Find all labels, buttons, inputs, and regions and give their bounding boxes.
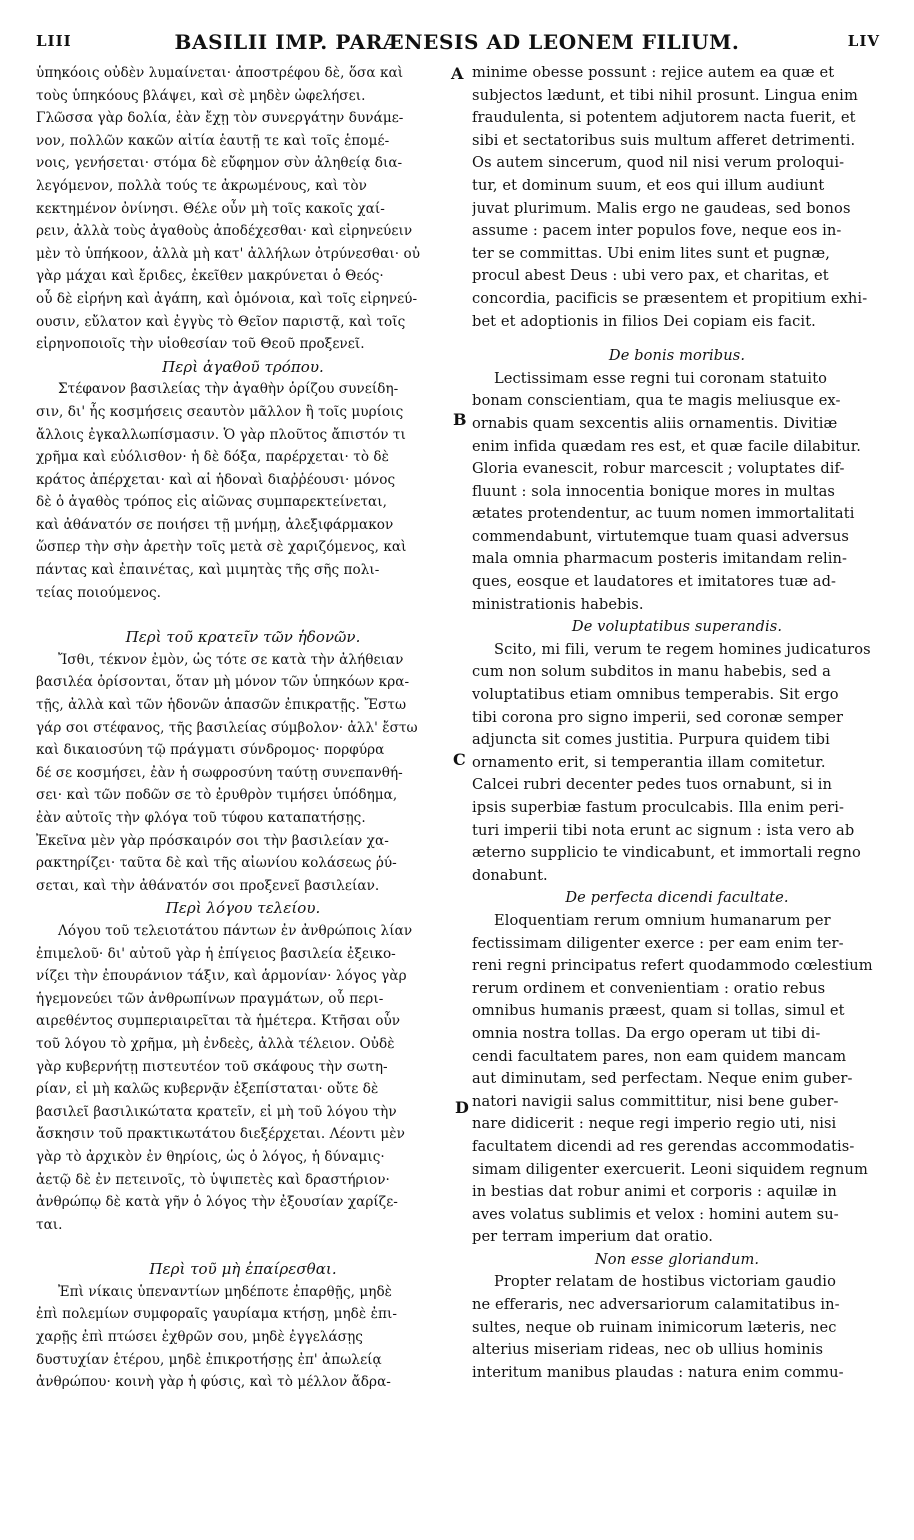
page-header bbox=[30, 30, 884, 60]
margin-marker-b: B bbox=[453, 410, 467, 429]
text-line: concordia, pacificis se præsentem et propitium exhi- bbox=[472, 289, 868, 307]
page-number-right: LIV bbox=[847, 32, 880, 50]
text-line: Στέφανον βασιλείας τὴν ἀγαθὴν ὁρίζου συνείδη- bbox=[58, 381, 399, 398]
section-spacer bbox=[472, 333, 882, 345]
text-line: procul abest Deus : ubi vero pax, et charitas, et bbox=[472, 267, 829, 285]
text-line: χρῆμα καὶ εὐόλισθον· ἡ δὲ δόξα, παρέρχεται· τὸ δὲ bbox=[36, 449, 390, 466]
text-line: ques, eosque et laudatores et imitatores tuæ ad- bbox=[472, 573, 837, 591]
text-line: ἀετῷ δὲ ἐν πετεινοῖς, τὸ ὑψιπετὲς καὶ δραστήριον· bbox=[36, 1171, 390, 1188]
text-line: Γλῶσσα γὰρ δολία, ἐὰν ἔχῃ τὸν συνεργάτην δυνάμε- bbox=[36, 110, 404, 127]
section-heading: De bonis moribus. bbox=[608, 347, 746, 365]
text-line: ται. bbox=[36, 1216, 63, 1233]
section-spacer bbox=[36, 1236, 450, 1258]
section-heading: Περὶ τοῦ κρατεῖν τῶν ἡδονῶν. bbox=[125, 628, 361, 647]
text-line: γὰρ μάχαι καὶ ἔριδες, ἐκεῖθεν μακρύνεται ὁ Θεός· bbox=[36, 268, 384, 285]
text-line: tibi corona pro signo imperii, sed coronæ semper bbox=[472, 708, 844, 726]
text-line: οὗ δὲ εἰρήνη καὶ ἀγάπη, καὶ ὁμόνοια, καὶ τοῖς εἰρηνεύ- bbox=[36, 290, 418, 307]
text-line: ter se committas. Ubi enim lites sunt et pugnæ, bbox=[472, 244, 830, 262]
section-heading: De voluptatibus superandis. bbox=[571, 618, 783, 636]
text-line: aves volatus sublimis et velox : homini autem su- bbox=[472, 1205, 839, 1223]
text-line: mala omnia pharmacum posteris imitandam relin- bbox=[472, 550, 848, 568]
text-line: Eloquentiam rerum omnium humanarum per bbox=[494, 911, 831, 929]
section-heading: Non esse gloriandum. bbox=[594, 1250, 760, 1268]
text-line: sultes, neque ob ruinam inimicorum læteris, nec bbox=[472, 1318, 837, 1336]
text-line: Gloria evanescit, robur marcescit ; voluptates dif- bbox=[472, 460, 845, 478]
text-line: Scito, mi fili, verum te regem homines judicaturos bbox=[494, 640, 871, 658]
text-line: bet et adoptionis in filios Dei copiam eis facit. bbox=[472, 312, 816, 330]
text-line: per terram imperium dat oratio. bbox=[472, 1228, 714, 1246]
greek-column bbox=[36, 62, 450, 1394]
text-line: in bestias dat robur animi et corporis : aquilæ in bbox=[472, 1183, 837, 1201]
text-line: γὰρ κυβερνήτῃ πιστευτέον τοῦ σκάφους τὴν σωτη- bbox=[36, 1058, 388, 1075]
margin-marker-c: C bbox=[453, 750, 466, 769]
text-line: εἰρηνοποιοῖς τὴν υἱοθεσίαν τοῦ Θεοῦ προξενεῖ. bbox=[36, 336, 365, 353]
text-line: καὶ ἀθάνατόν σε ποιήσει τῇ μνήμῃ, ἀλεξιφάρμακον bbox=[36, 516, 394, 533]
text-line: ουσιν, εὔλατον καὶ ἐγγὺς τὸ Θεῖον παριστᾷ, καὶ τοῖς bbox=[36, 313, 406, 330]
text-line: νίζει τὴν ἐπουράνιον τάξιν, καὶ ἁρμονίαν· λόγος γὰρ bbox=[36, 968, 407, 985]
text-line: ἄσκησιν τοῦ πρακτικωτάτου διεξέρχεται. Λέοντι μὲν bbox=[36, 1126, 405, 1143]
text-line: ὥσπερ τὴν σὴν ἀρετὴν τοῖς μετὰ σὲ χαριζόμενος, καὶ bbox=[36, 539, 407, 556]
text-line: καὶ δικαιοσύνη τῷ πράγματι σύνδρομος· πορφύρα bbox=[36, 742, 385, 759]
text-line: πάντας καὶ ἐπαινέτας, καὶ μιμητὰς τῆς σῆς πολι- bbox=[36, 562, 380, 579]
text-line: ρακτηρίζει· ταῦτα δὲ καὶ τῆς αἰωνίου κολάσεως ῥύ- bbox=[36, 855, 397, 872]
text-line: ἐπιμελοῦ· δι' αὐτοῦ γὰρ ἡ ἐπίγειος βασιλεία ἐξεικο- bbox=[36, 945, 396, 962]
text-line: alterius miseriam rideas, nec ob ullius hominis bbox=[472, 1341, 824, 1359]
text-line: νοις, γενήσεται· στόμα δὲ εὔφημον σὺν ἀληθείᾳ δια- bbox=[36, 155, 403, 172]
page-number-left: LIII bbox=[36, 32, 72, 50]
text-line: commendabunt, virtutemque tuam quasi adversus bbox=[472, 527, 849, 545]
text-line: γάρ σοι στέφανος, τῆς βασιλείας σύμβολον· ἀλλ' ἔστω bbox=[36, 719, 418, 736]
text-line: ætates protendentur, ac tuum nomen immortalitati bbox=[472, 505, 855, 523]
text-line: τῇς, ἀλλὰ καὶ τῶν ἡδονῶν ἁπασῶν ἐπικρατῇς. Ἔστω bbox=[36, 697, 407, 714]
text-line: ἀνθρώπου· κοινὴ γὰρ ἡ φύσις, καὶ τὸ μέλλον ἄδρα- bbox=[36, 1374, 391, 1391]
text-line: fraudulenta, si potentem adjutorem nacta fuerit, et bbox=[472, 109, 856, 127]
text-line: Ἴσθι, τέκνον ἐμὸν, ὡς τότε σε κατὰ τὴν ἀλήθειαν bbox=[58, 651, 404, 668]
text-line: donabunt. bbox=[472, 866, 548, 884]
text-line: Ἐκεῖνα μὲν γὰρ πρόσκαιρόν σοι τὴν βασιλείαν χα- bbox=[36, 832, 389, 849]
text-line: γὰρ τὸ ἀρχικὸν ἐν θηρίοις, ὡς ὁ λόγος, ἡ δύναμις· bbox=[36, 1148, 385, 1165]
text-line: simam diligenter exercuerit. Leoni siquidem regnum bbox=[472, 1160, 868, 1178]
text-line: λεγόμενον, πολλὰ τούς τε ἀκρωμένους, καὶ τὸν bbox=[36, 177, 367, 194]
text-line: Lectissimam esse regni tui coronam statuito bbox=[494, 369, 828, 387]
text-line: δέ σε κοσμήσει, ἐὰν ἡ σωφροσύνη ταύτῃ συνεπανθή- bbox=[36, 764, 403, 781]
text-line: τοὺς ὑπηκόους βλάψει, καὶ σὲ μηδὲν ὠφελήσει. bbox=[36, 87, 366, 104]
text-line: facultatem dicendi ad res gerendas accommodatis- bbox=[472, 1137, 855, 1155]
margin-marker-a: A bbox=[451, 64, 464, 83]
text-line: fectissimam diligenter exerce : per eam enim ter- bbox=[472, 934, 844, 952]
text-line: subjectos lædunt, et tibi nihil prosunt. Lingua enim bbox=[472, 86, 858, 104]
text-line: juvat plurimum. Malis ergo ne gaudeas, sed bonos bbox=[472, 199, 851, 217]
section-heading: Περὶ ἀγαθοῦ τρόπου. bbox=[162, 357, 324, 376]
text-line: σιν, δι' ἧς κοσμήσεις σεαυτὸν μᾶλλον ἢ τοῖς μυρίοις bbox=[36, 403, 404, 420]
text-line: χαρῇς ἐπὶ πτώσει ἐχθρῶν σου, μηδὲ ἐγγελάσῃς bbox=[36, 1329, 363, 1346]
section-spacer bbox=[36, 604, 450, 626]
text-line: bonam conscientiam, qua te magis meliusque ex- bbox=[472, 392, 841, 410]
text-line: αιρεθέντος συμπεριαιρεῖται τὰ ἡμέτερα. Κτῆσαι οὖν bbox=[36, 1013, 401, 1030]
section-heading: Περὶ λόγου τελείου. bbox=[165, 899, 321, 918]
text-line: ρειν, ἀλλὰ τοὺς ἀγαθοὺς ἀποδέχεσθαι· καὶ εἰρηνεύειν bbox=[36, 223, 413, 240]
text-line: ρίαν, εἰ μὴ καλῶς κυβερνᾷν ἐξεπίσταται· οὔτε δὲ bbox=[36, 1081, 379, 1098]
text-line: natori navigii salus committitur, nisi bene guber- bbox=[472, 1092, 839, 1110]
text-line: δυστυχίαν ἑτέρου, μηδὲ ἐπικροτήσῃς ἐπ' ἀπωλείᾳ bbox=[36, 1351, 382, 1368]
text-line: ornamento erit, si temperantia illam comitetur. bbox=[472, 753, 826, 771]
section-heading: Περὶ τοῦ μὴ ἐπαίρεσθαι. bbox=[149, 1260, 337, 1279]
text-line: ἄλλοις ἐγκαλλωπίσμασιν. Ὁ γὰρ πλοῦτος ἄπιστόν τι bbox=[36, 426, 406, 443]
text-line: τείας ποιούμενος. bbox=[36, 584, 162, 601]
text-line: ornabis quam sexcentis aliis ornamentis. Divitiæ bbox=[472, 414, 838, 432]
latin-column bbox=[472, 62, 882, 1384]
text-line: omnibus humanis præest, quam si tollas, simul et bbox=[472, 1002, 845, 1020]
text-line: κράτος ἀπέρχεται· καὶ αἱ ἡδοναὶ διαῤῥέουσι· μόνος bbox=[36, 471, 396, 488]
text-line: Os autem sincerum, quod nil nisi verum proloqui- bbox=[472, 154, 845, 172]
text-line: rerum ordinem et convenientiam : oratio rebus bbox=[472, 979, 826, 997]
section-heading: De perfecta dicendi facultate. bbox=[565, 889, 789, 907]
text-line: aut diminutam, sed perfectam. Neque enim guber- bbox=[472, 1070, 853, 1088]
text-line: minime obesse possunt : rejice autem ea quæ et bbox=[472, 64, 835, 81]
running-title: BASILII IMP. PARÆNESIS AD LEONEM FILIUM. bbox=[174, 30, 740, 54]
text-line: ἐπὶ πολεμίων συμφοραῖς γαυρίαμα κτήσῃ, μηδὲ ἐπι- bbox=[36, 1306, 397, 1323]
text-line: omnia nostra tollas. Da ergo operam ut tibi di- bbox=[472, 1024, 821, 1042]
text-line: ὑπηκόοις οὐδὲν λυμαίνεται· ἀποστρέφου δὲ, ὅσα καὶ bbox=[36, 65, 404, 81]
text-line: ἐὰν αὐτοῖς τὴν φλόγα τοῦ τύφου καταπατήσῃς. bbox=[36, 810, 366, 826]
text-line: fluunt : sola innocentia bonique mores in multas bbox=[472, 482, 835, 500]
text-line: Λόγου τοῦ τελειοτάτου πάντων ἐν ἀνθρώποις λίαν bbox=[58, 922, 413, 939]
text-line: nare didicerit : neque regi imperio regio uti, nisi bbox=[472, 1115, 837, 1133]
text-line: reni regni principatus refert quodammodo cœlestium bbox=[472, 957, 873, 975]
text-line: βασιλέα ὁρίσονται, ὅταν μὴ μόνον τῶν ὑπηκόων κρα- bbox=[36, 674, 410, 691]
text-line: assume : pacem inter populos fove, neque eos in- bbox=[472, 222, 842, 240]
text-line: νον, πολλῶν κακῶν αἰτία ἑαυτῇ τε καὶ τοῖς ἑπομέ- bbox=[36, 132, 390, 149]
text-line: ipsis superbiæ fastum proculcabis. Illa enim peri- bbox=[472, 799, 845, 816]
text-line: voluptatibus etiam omnibus temperabis. Sit ergo bbox=[472, 686, 839, 704]
text-line: sibi et sectatoribus suis multum afferet detrimenti. bbox=[472, 131, 856, 149]
text-line: σεται, καὶ τὴν ἀθάνατόν σοι προξενεῖ βασιλείαν. bbox=[36, 877, 380, 894]
text-line: τοῦ λόγου τὸ χρῆμα, μὴ ἐνδεὲς, ἀλλὰ τέλειον. Οὐδὲ bbox=[36, 1035, 395, 1052]
text-line: æterno supplicio te vindicabunt, et immortali regno bbox=[472, 844, 861, 862]
text-line: κεκτημένον ὀνίνησι. Θέλε οὖν μὴ τοῖς κακοῖς χαί- bbox=[36, 200, 385, 217]
text-line: βασιλεῖ βασιλικώτατα κρατεῖν, εἰ μὴ τοῦ λόγου τὴν bbox=[36, 1103, 397, 1120]
text-line: σει· καὶ τῶν ποδῶν σε τὸ ἐρυθρὸν τιμήσει ὑπόδημα, bbox=[36, 787, 398, 804]
text-line: ministrationis habebis. bbox=[472, 595, 644, 613]
text-line: δὲ ὁ ἀγαθὸς τρόπος εἰς αἰῶνας συμπαρεκτείνεται, bbox=[36, 494, 388, 511]
text-line: Propter relatam de hostibus victoriam gaudio bbox=[494, 1273, 836, 1291]
text-line: tur, et dominum suum, et eos qui illum audiunt bbox=[472, 176, 825, 194]
text-line: enim infida quædam res est, et quæ facile dilabitur. bbox=[472, 437, 861, 455]
text-line: Ἐπὶ νίκαις ὑπεναντίων μηδέποτε ἐπαρθῇς, μηδὲ bbox=[58, 1283, 393, 1300]
text-line: ἀνθρώπῳ δὲ κατὰ γῆν ὁ λόγος τὴν ἐξουσίαν χαρίζε- bbox=[36, 1194, 398, 1211]
text-line: cum non solum subditos in manu habebis, sed a bbox=[472, 663, 831, 681]
text-line: ἡγεμονεύει τῶν ἀνθρωπίνων πραγμάτων, οὗ περι- bbox=[36, 990, 384, 1007]
text-line: ne efferaris, nec adversariorum calamitatibus in- bbox=[472, 1296, 840, 1314]
text-line: turi imperii tibi nota erunt ac signum : ista vero ab bbox=[472, 821, 855, 839]
margin-marker-d: D bbox=[455, 1098, 469, 1117]
text-line: μὲν τὸ ὑπήκοον, ἀλλὰ μὴ κατ' ἀλλήλων ὀτρύνεσθαι· οὐ bbox=[36, 245, 421, 262]
text-line: Calcei rubri decenter pedes tuos ornabunt, si in bbox=[472, 776, 833, 794]
text-line: interitum manibus plaudas : natura enim commu- bbox=[472, 1363, 844, 1381]
text-line: cendi facultatem pares, non eam quidem mancam bbox=[472, 1047, 847, 1065]
text-line: adjuncta sit comes justitia. Purpura quidem tibi bbox=[472, 731, 830, 749]
